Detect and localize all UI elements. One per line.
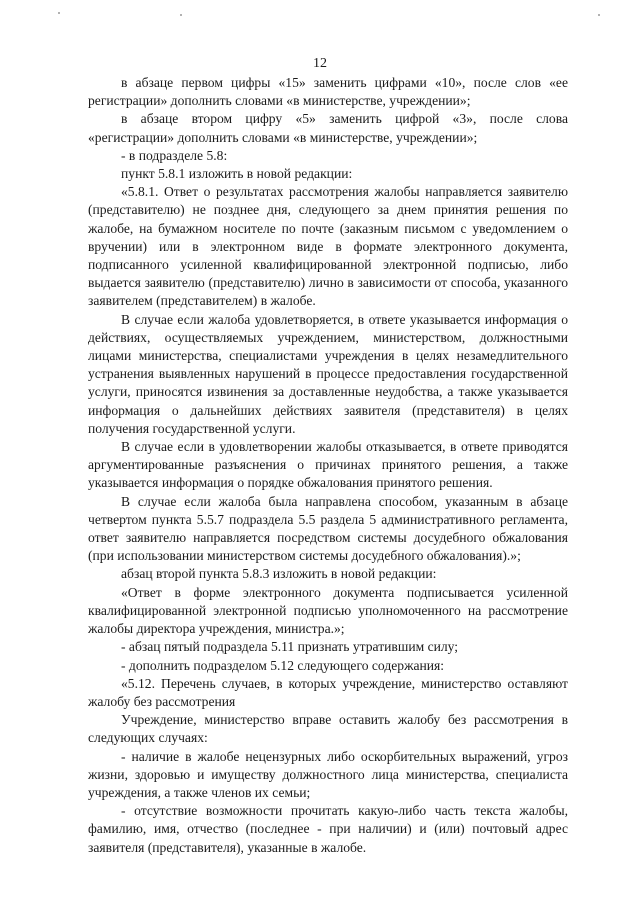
paragraph: в абзаце первом цифры «15» заменить цифрами «10», после слов «ее регистрации» дополнить словами «в министерстве, учреждении»;	[88, 75, 568, 109]
paragraph: пункт 5.8.1 изложить в новой редакции:	[121, 166, 353, 182]
paragraph: В случае если жалоба была направлена способом, указанным в абзаце четвертом пункта 5.5.7 подраздела 5.5 раздела 5 административного регламента, ответ заявителю направляется посредством системы досудебного обжалования (при использовании министерством системы досудебного обжалования).»;	[88, 493, 568, 564]
paragraph: - наличие в жалобе нецензурных либо оскорбительных выражений, угроз жизни, здоровью и имуществу должностного лица министерства, специалиста учреждения, а также членов их семьи;	[88, 748, 568, 800]
paragraph: - абзац пятый подраздела 5.11 признать утратившим силу;	[121, 639, 459, 655]
paragraph: - отсутствие возможности прочитать какую-либо часть текста жалобы, фамилию, имя, отчество (последнее - при наличии) и (или) почтовый адрес заявителя (представителя), указанные в жалобе.	[88, 803, 568, 855]
scan-speck	[598, 14, 600, 16]
paragraph: Учреждение, министерство вправе оставить жалобу без рассмотрения в следующих случаях:	[88, 712, 568, 746]
scan-speck	[180, 14, 182, 16]
scan-speck	[58, 12, 60, 14]
paragraph: - в подразделе 5.8:	[121, 147, 228, 163]
paragraph: «5.8.1. Ответ о результатах рассмотрения жалобы направляется заявителю (представителю) не позднее дня, следующего за днем принятия решения по жалобе, на бумажном носителе по почте (заказным письмом с уведомлением о вручении) или в электронном виде в формате электронного документа, подписанного усиленной квалифицированной электронной подписью, либо выдается заявителю (представителю) лично в зависимости от способа, указанного заявителем (представителем) в жалобе.	[88, 184, 568, 309]
paragraph: - дополнить подразделом 5.12 следующего содержания:	[121, 657, 445, 673]
document-body	[88, 74, 568, 857]
paragraph: абзац второй пункта 5.8.3 изложить в новой редакции:	[121, 566, 437, 582]
paragraph: «Ответ в форме электронного документа подписывается усиленной квалифицированной электронной подписью уполномоченного на рассмотрение жалобы директора учреждения, министра.»;	[88, 584, 568, 637]
paragraph: В случае если жалоба удовлетворяется, в ответе указывается информация о действиях, осуществляемых учреждением, министерством, должностными лицами министерства, специалистами учреждения в целях незамедлительного устранения выявленных нарушений в процессе предоставления государственной услуги, приносятся извинения за доставленные неудобства, а также указывается информация о дальнейших действиях заявителя (представителя) в целях получения государственной услуги.	[88, 311, 568, 436]
paragraph: в абзаце втором цифру «5» заменить цифрой «3», после слова «регистрации» дополнить словами «в министерстве, учреждении»;	[88, 111, 568, 145]
paragraph: «5.12. Перечень случаев, в которых учреждение, министерство оставляют жалобу без рассмотрения	[88, 675, 568, 709]
page-number: 12	[313, 56, 327, 71]
paragraph: В случае если в удовлетворении жалобы отказывается, в ответе приводятся аргументированные разъяснения о причинах принятого решения, а также указывается информация о порядке обжалования принятого решения.	[88, 439, 568, 491]
